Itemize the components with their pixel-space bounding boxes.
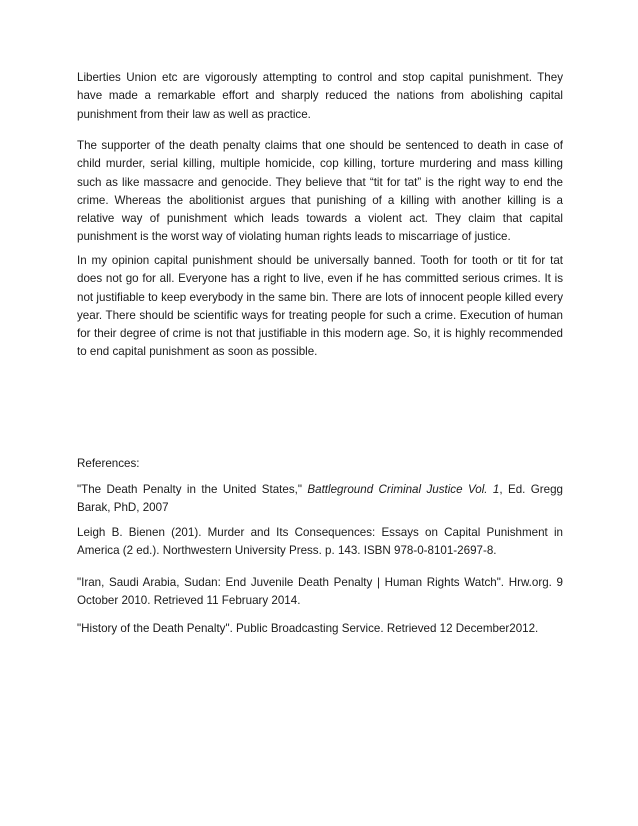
body-paragraph-3: In my opinion capital punishment should be universally banned. Tooth for tooth or tit for tat does not go for all. Everyone has a right to live, even if he has committed serious crimes. It is not justifiable to keep everybody in the same bin. There are lots of innocent people killed every year. There should be scientific ways for treating people for such a crime. Execution of human for their degree of crime is not that justifiable in this modern age. So, it is highly recommended to end capital punishment as soon as possible. <box>77 254 563 359</box>
body-paragraph-2: The supporter of the death penalty claims that one should be sentenced to death in case of child murder, serial killing, multiple homicide, cop killing, torture murdering and mass killing such as like massacre and genocide. They believe that “tit for tat” is the right way to end the crime. Whereas the abolitionist argues that punishing of a killing with another killing is a relative way of punishment which leads towards a violent act. They claim that capital punishment is the worst way of violating human rights leads to miscarriage of justice. <box>77 139 563 244</box>
reference-item-1 <box>77 481 563 518</box>
reference-item-3: "Iran, Saudi Arabia, Sudan: End Juvenile Death Penalty | Human Rights Watch". Hrw.org. 9 October 2010. Retrieved 11 February 2014. <box>77 576 563 608</box>
references-heading: References: <box>77 457 140 470</box>
reference-1-tail: , Ed. Gregg Barak, PhD, 2007 <box>77 483 563 515</box>
body-paragraph-1: Liberties Union etc are vigorously attempting to control and stop capital punishment. They have made a remarkable effort and sharply reduced the nations from abolishing capital punishment from their law as well as practice. <box>77 71 563 121</box>
reference-1-lead: "The Death Penalty in the United States," <box>77 483 308 496</box>
reference-item-4: "History of the Death Penalty". Public Broadcasting Service. Retrieved 12 December2012. <box>77 622 539 635</box>
reference-1-italic-title: Battleground Criminal Justice Vol. 1 <box>307 483 500 496</box>
reference-item-2: Leigh B. Bienen (201). Murder and Its Consequences: Essays on Capital Punishment in America (2 ed.). Northwestern University Press. p. 143. ISBN 978-0-8101-2697-8. <box>77 526 563 558</box>
